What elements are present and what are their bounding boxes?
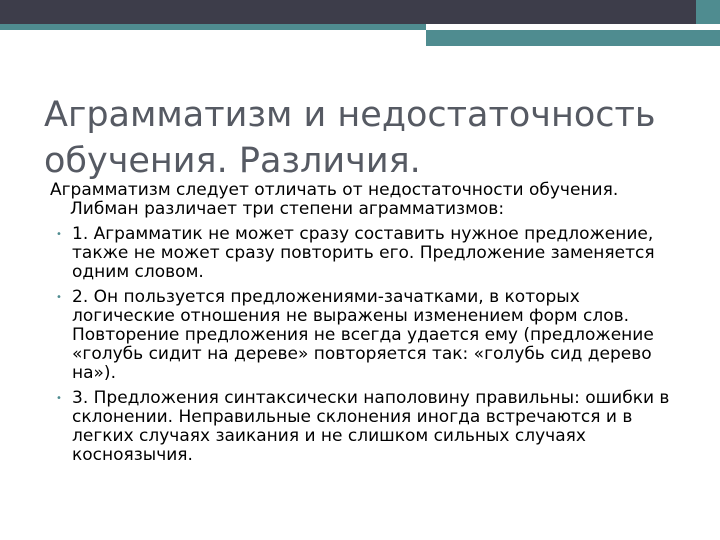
intro-paragraph: Аграмматизм следует отличать от недостаточности обучения. Либман различает три степени аграмматизмов:: [50, 180, 619, 219]
header-accent-block: [696, 0, 720, 24]
bullet-icon: •: [56, 229, 62, 240]
list-item: [50, 225, 675, 282]
header-bar: [0, 0, 720, 24]
list-item: [50, 288, 675, 383]
bullet-icon: •: [56, 393, 62, 404]
bullet-text: 1. Аграмматик не может сразу составить нужное предложение, также не может сразу повторить его. Предложение заменяется одним словом.: [72, 224, 655, 282]
slide-body: [50, 181, 675, 471]
bullet-list: [50, 225, 675, 465]
accent-strip-right: [426, 30, 720, 46]
slide-title: Аграмматизм и недостаточность обучения. Различия.: [44, 95, 656, 181]
list-item: [50, 389, 675, 465]
bullet-text: 3. Предложения синтаксически наполовину правильны: ошибки в склонении. Неправильные склонения иногда встречаются и в легких случаях заикания и не слишком сильных случаях косноязычия.: [72, 388, 670, 465]
accent-strip-left: [0, 24, 426, 30]
bullet-icon: •: [56, 292, 62, 303]
bullet-text: 2. Он пользуется предложениями-зачатками, в которых логические отношения не выражены изменением форм слов. Повторение предложения не всегда удается ему (предложение «голубь сидит на дереве» повторяется так: «голубь сид дерево на»).: [72, 287, 654, 383]
